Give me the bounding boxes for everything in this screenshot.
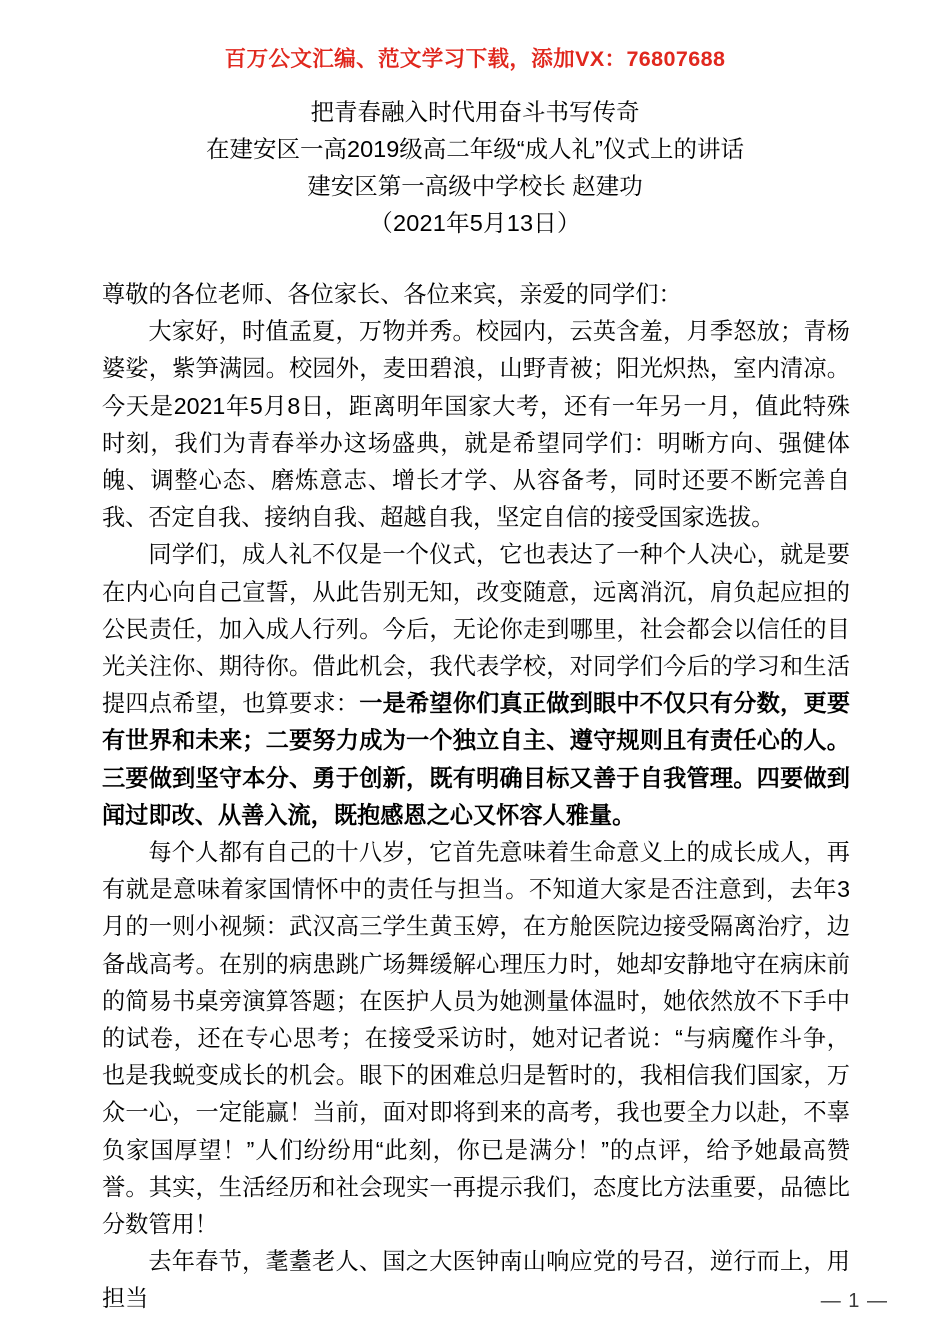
document-title-line-3: 建安区第一高级中学校长 赵建功 — [307, 173, 643, 199]
document-title-line-1: 把青春融入时代用奋斗书写传奇 — [310, 99, 640, 125]
paragraph-2 — [102, 536, 850, 834]
document-date: （2021年5月13日） — [369, 210, 581, 236]
paragraph-2-plain-run: 同学们，成人礼不仅是一个仪式，它也表达了一种个人决心，就是要在内心向自己宣誓，从此告别无知，改变随意，远离消沉，肩负起应担的公民责任，加入成人行列。今后，无论你走到哪里，社会都会以信任的目光关注你、期待你。借此机会，我代表学校，对同学们今后的学习和生活提四点希望，也算要求： — [102, 541, 850, 717]
document-title-line-2: 在建安区一高2019级高二年级“成人礼”仪式上的讲话 — [206, 136, 744, 162]
paragraph-2-bold-run: 一是希望你们真正做到眼中不仅只有分数，更要有世界和未来；二要努力成为一个独立自主、遵守规则且有责任心的人。三要做到坚守本分、勇于创新，既有明确目标又善于自我管理。四要做到闻过即改、从善入流，既抱感恩之心又怀容人雅量。 — [102, 690, 851, 828]
paragraph-4: 去年春节，耄耋老人、国之大医钟南山响应党的号召，逆行而上，用担当 — [102, 1248, 850, 1312]
salutation: 尊敬的各位老师、各位家长、各位来宾，亲爱的同学们： — [102, 281, 682, 307]
document-body — [102, 276, 850, 1318]
title-block — [0, 94, 950, 242]
promo-banner: 百万公文汇编、范文学习下载，添加VX：76807688 — [224, 47, 726, 71]
paragraph-1: 大家好，时值孟夏，万物并秀。校园内，云英含羞，月季怒放；青杨婆娑，紫笋满园。校园外，麦田碧浪，山野青被；阳光炽热，室内清凉。今天是2021年5月8日，距离明年国家大考，还有一年另一月，值此特殊时刻，我们为青春举办这场盛典，就是希望同学们：明晰方向、强健体魄、调整心态、磨炼意志、增长才学、从容备考，同时还要不断完善自我、否定自我、接纳自我、超越自我，坚定自信的接受国家选拔。 — [102, 318, 850, 531]
page-number: — 1 — — [820, 1290, 888, 1312]
paragraph-3: 每个人都有自己的十八岁，它首先意味着生命意义上的成长成人，再有就是意味着家国情怀中的责任与担当。不知道大家是否注意到，去年3月的一则小视频：武汉高三学生黄玉婷，在方舱医院边接受隔离治疗，边备战高考。在别的病患跳广场舞缓解心理压力时，她却安静地守在病床前的简易书桌旁演算答题；在医护人员为她测量体温时，她依然放不下手中的试卷，还在专心思考；在接受采访时，她对记者说：“与病魔作斗争，也是我蜕变成长的机会。眼下的困难总归是暂时的，我相信我们国家，万众一心，一定能赢！当前，面对即将到来的高考，我也要全力以赴，不辜负家国厚望！”人们纷纷用“此刻，你已是满分！”的点评，给予她最高赞誉。其实，生活经历和社会现实一再提示我们，态度比方法重要，品德比分数管用！ — [102, 839, 850, 1238]
